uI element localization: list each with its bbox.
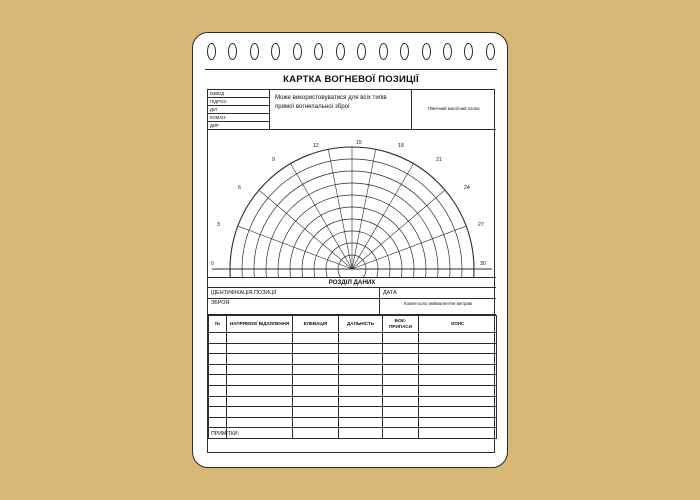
cell-direction[interactable]: [227, 343, 293, 354]
spiral-ring-icon: [422, 43, 431, 60]
table-row[interactable]: [209, 343, 497, 354]
background-left-band: [0, 0, 96, 500]
fan-label-6: 6: [238, 185, 241, 191]
cell-ammo[interactable]: [383, 354, 419, 365]
spiral-ring-icon: [271, 43, 280, 60]
field-commander-line1[interactable]: КОМАН-: [208, 114, 269, 122]
cell-elevation[interactable]: [293, 343, 339, 354]
usage-note: Може використовуватися для всіх типів прямої вогнепальної зброї: [270, 90, 412, 129]
spiral-ring-icon: [228, 43, 237, 60]
cell-number[interactable]: [209, 417, 227, 428]
spiral-ring-icon: [336, 43, 345, 60]
form-header: [208, 90, 496, 130]
fan-label-24: 24: [464, 185, 470, 191]
cell-range[interactable]: [339, 396, 383, 407]
cell-description[interactable]: [419, 343, 497, 354]
cell-direction[interactable]: [227, 417, 293, 428]
cell-direction[interactable]: [227, 364, 293, 375]
cell-description[interactable]: [419, 333, 497, 344]
identification-label[interactable]: ІДЕНТИФІКАЦІЯ ПОЗИЦІЇ: [208, 288, 380, 298]
cell-elevation[interactable]: [293, 417, 339, 428]
field-platoon[interactable]: ВЗВОД: [208, 90, 269, 98]
spiral-ring-icon: [314, 43, 323, 60]
date-label[interactable]: ДАТА: [383, 290, 397, 296]
cell-ammo[interactable]: [383, 333, 419, 344]
col-direction: НАПРЯМОК/ ВІДХИЛЕННЯ: [227, 316, 293, 333]
data-table: [208, 315, 496, 428]
notepad-card: [192, 32, 508, 468]
background-right-band: [604, 0, 700, 500]
cell-range[interactable]: [339, 354, 383, 365]
cell-elevation[interactable]: [293, 407, 339, 418]
cell-direction[interactable]: [227, 407, 293, 418]
table-row[interactable]: [209, 385, 497, 396]
cell-description[interactable]: [419, 364, 497, 375]
table-row[interactable]: [209, 417, 497, 428]
fan-label-9: 9: [272, 157, 275, 163]
firing-data-table: [208, 315, 497, 439]
fan-label-27: 27: [478, 222, 484, 228]
cell-description[interactable]: [419, 417, 497, 428]
cell-ammo[interactable]: [383, 343, 419, 354]
weapon-label[interactable]: ЗБРОЯ: [208, 299, 380, 314]
page-title: КАРТКА ВОГНЕВОЇ ПОЗИЦІЇ: [283, 74, 419, 85]
spiral-binding: [207, 43, 495, 65]
cell-elevation[interactable]: [293, 396, 339, 407]
spiral-ring-icon: [250, 43, 259, 60]
cell-number[interactable]: [209, 375, 227, 386]
spiral-ring-icon: [486, 43, 495, 60]
table-row[interactable]: [209, 333, 497, 344]
cell-direction[interactable]: [227, 396, 293, 407]
cell-description[interactable]: [419, 385, 497, 396]
range-fan-diagram: [208, 130, 496, 278]
col-description: ОПИС: [419, 316, 497, 333]
field-commander-line2[interactable]: ДИР: [210, 123, 219, 128]
cell-direction[interactable]: [227, 333, 293, 344]
cell-description[interactable]: [419, 396, 497, 407]
cell-elevation[interactable]: [293, 385, 339, 396]
cell-direction[interactable]: [227, 375, 293, 386]
spiral-ring-icon: [207, 43, 216, 60]
unit-fields-block: [208, 90, 270, 129]
cell-ammo[interactable]: [383, 396, 419, 407]
cell-number[interactable]: [209, 385, 227, 396]
fan-label-21: 21: [436, 157, 442, 163]
cell-description[interactable]: [419, 375, 497, 386]
spiral-ring-icon: [379, 43, 388, 60]
spiral-ring-icon: [293, 43, 302, 60]
table-row[interactable]: [209, 396, 497, 407]
table-row[interactable]: [209, 364, 497, 375]
cell-number[interactable]: [209, 396, 227, 407]
table-row[interactable]: [209, 354, 497, 365]
cell-elevation[interactable]: [293, 375, 339, 386]
cell-direction[interactable]: [227, 354, 293, 365]
table-header-row: [209, 316, 497, 333]
data-section-title: РОЗДІЛ ДАНИХ: [208, 278, 496, 288]
spiral-ring-icon: [400, 43, 409, 60]
cell-elevation[interactable]: [293, 364, 339, 375]
cell-description[interactable]: [419, 407, 497, 418]
cell-direction[interactable]: [227, 385, 293, 396]
cell-number[interactable]: [209, 343, 227, 354]
spiral-ring-icon: [464, 43, 473, 60]
fan-label-12: 12: [313, 143, 319, 149]
spiral-ring-icon: [357, 43, 366, 60]
cell-ammo[interactable]: [383, 407, 419, 418]
col-range: ДАЛЬНІСТЬ: [339, 316, 383, 333]
field-subunit-line2[interactable]: ДІЛ: [208, 106, 269, 114]
col-elevation: ЕЛЕВАЦІЯ: [293, 316, 339, 333]
col-ammo: БОЄ- ПРИПАСИ: [383, 316, 419, 333]
fan-label-0: 0: [211, 261, 214, 267]
table-row[interactable]: [209, 407, 497, 418]
cell-ammo[interactable]: [383, 375, 419, 386]
cell-elevation[interactable]: [293, 354, 339, 365]
cell-number[interactable]: [209, 407, 227, 418]
cell-range[interactable]: [339, 343, 383, 354]
magnetic-north-note: Північний магнітний полюс: [428, 106, 480, 112]
cell-range[interactable]: [339, 364, 383, 375]
fan-label-3: 3: [217, 222, 220, 228]
col-number: №: [209, 316, 227, 333]
cell-ammo[interactable]: [383, 385, 419, 396]
cell-range[interactable]: [339, 375, 383, 386]
cell-number[interactable]: [209, 333, 227, 344]
fan-label-15: 15: [356, 140, 362, 146]
identification-row: [208, 288, 496, 299]
cell-range[interactable]: [339, 385, 383, 396]
field-subunit-line1[interactable]: ПІДРОЗ-: [208, 98, 269, 106]
fan-label-18: 18: [398, 143, 404, 149]
header-divider: [205, 69, 497, 70]
notes-label[interactable]: ПРИМІТКИ:: [211, 431, 240, 437]
range-fan-svg: [208, 130, 496, 277]
cell-ammo[interactable]: [383, 364, 419, 375]
form-frame: [207, 89, 495, 453]
cell-range[interactable]: [339, 417, 383, 428]
cell-elevation[interactable]: [293, 333, 339, 344]
cell-number[interactable]: [209, 354, 227, 365]
ring-scale-note: Кожне коло еквівалентне метрам: [404, 301, 472, 306]
cell-ammo[interactable]: [383, 417, 419, 428]
table-row[interactable]: [209, 375, 497, 386]
cell-description[interactable]: [419, 354, 497, 365]
cell-number[interactable]: [209, 364, 227, 375]
cell-range[interactable]: [339, 333, 383, 344]
fan-label-30: 30: [480, 261, 486, 267]
spiral-ring-icon: [443, 43, 452, 60]
cell-range[interactable]: [339, 407, 383, 418]
weapon-row: [208, 299, 496, 315]
